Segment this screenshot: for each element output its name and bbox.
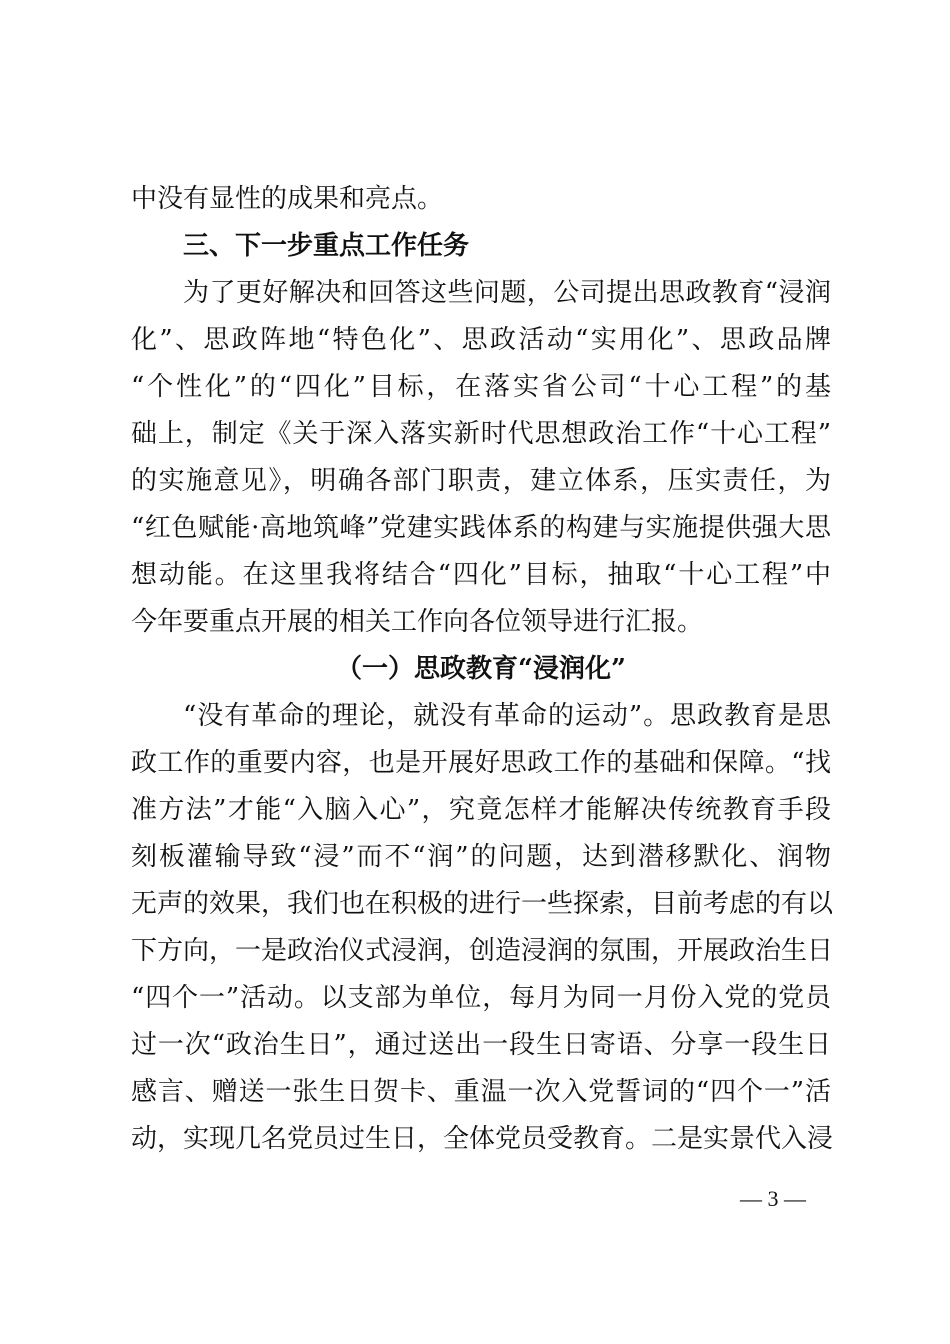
- paragraph-line: 中没有显性的成果和亮点。: [131, 184, 444, 214]
- paragraph-line: 过一次“政治生日”，通过送出一段生日寄语、分享一段生日: [131, 1030, 831, 1060]
- paragraph-line: “没有革命的理论，就没有革命的运动”。思政教育是思: [183, 701, 831, 731]
- paragraph-line: 础上，制定《关于深入落实新时代思想政治工作“十心工程”: [131, 419, 831, 449]
- paragraph-line: 感言、赠送一张生日贺卡、重温一次入党誓词的“四个一”活: [131, 1077, 831, 1107]
- paragraph-line: 政工作的重要内容，也是开展好思政工作的基础和保障。“找: [131, 748, 831, 778]
- page-number: — 3 —: [740, 1186, 806, 1211]
- paragraph-line: 为了更好解决和回答这些问题，公司提出思政教育“浸润: [183, 278, 831, 308]
- paragraph-line: “个性化”的“四化”目标，在落实省公司“十心工程”的基: [131, 372, 831, 402]
- paragraph-line: 化”、思政阵地“特色化”、思政活动“实用化”、思政品牌: [131, 325, 831, 355]
- paragraph-line: “四个一”活动。以支部为单位，每月为同一月份入党的党员: [131, 983, 831, 1013]
- paragraph-line: 的实施意见》，明确各部门职责，建立体系，压实责任，为: [131, 466, 831, 496]
- paragraph-line: 无声的效果，我们也在积极的进行一些探索，目前考虑的有以: [131, 889, 834, 919]
- paragraph-line: 下方向，一是政治仪式浸润，创造浸润的氛围，开展政治生日: [131, 936, 834, 966]
- paragraph-line: 刻板灌输导致“浸”而不“润”的问题，达到潜移默化、润物: [131, 842, 831, 872]
- paragraph-line: 动，实现几名党员过生日，全体党员受教育。二是实景代入浸: [131, 1124, 834, 1154]
- document-body: [131, 176, 834, 1163]
- paragraph-line: 想动能。在这里我将结合“四化”目标，抽取“十心工程”中: [131, 560, 831, 590]
- paragraph-line: 今年要重点开展的相关工作向各位领导进行汇报。: [131, 607, 704, 637]
- paragraph-line: 准方法”才能“入脑入心”，究竟怎样才能解决传统教育手段: [131, 795, 831, 825]
- subsection-heading: （一）思政教育“浸润化”: [336, 654, 626, 684]
- paragraph-line: “红色赋能·高地筑峰”党建实践体系的构建与实施提供强大思: [131, 513, 831, 543]
- section-heading: 三、下一步重点工作任务: [183, 231, 470, 261]
